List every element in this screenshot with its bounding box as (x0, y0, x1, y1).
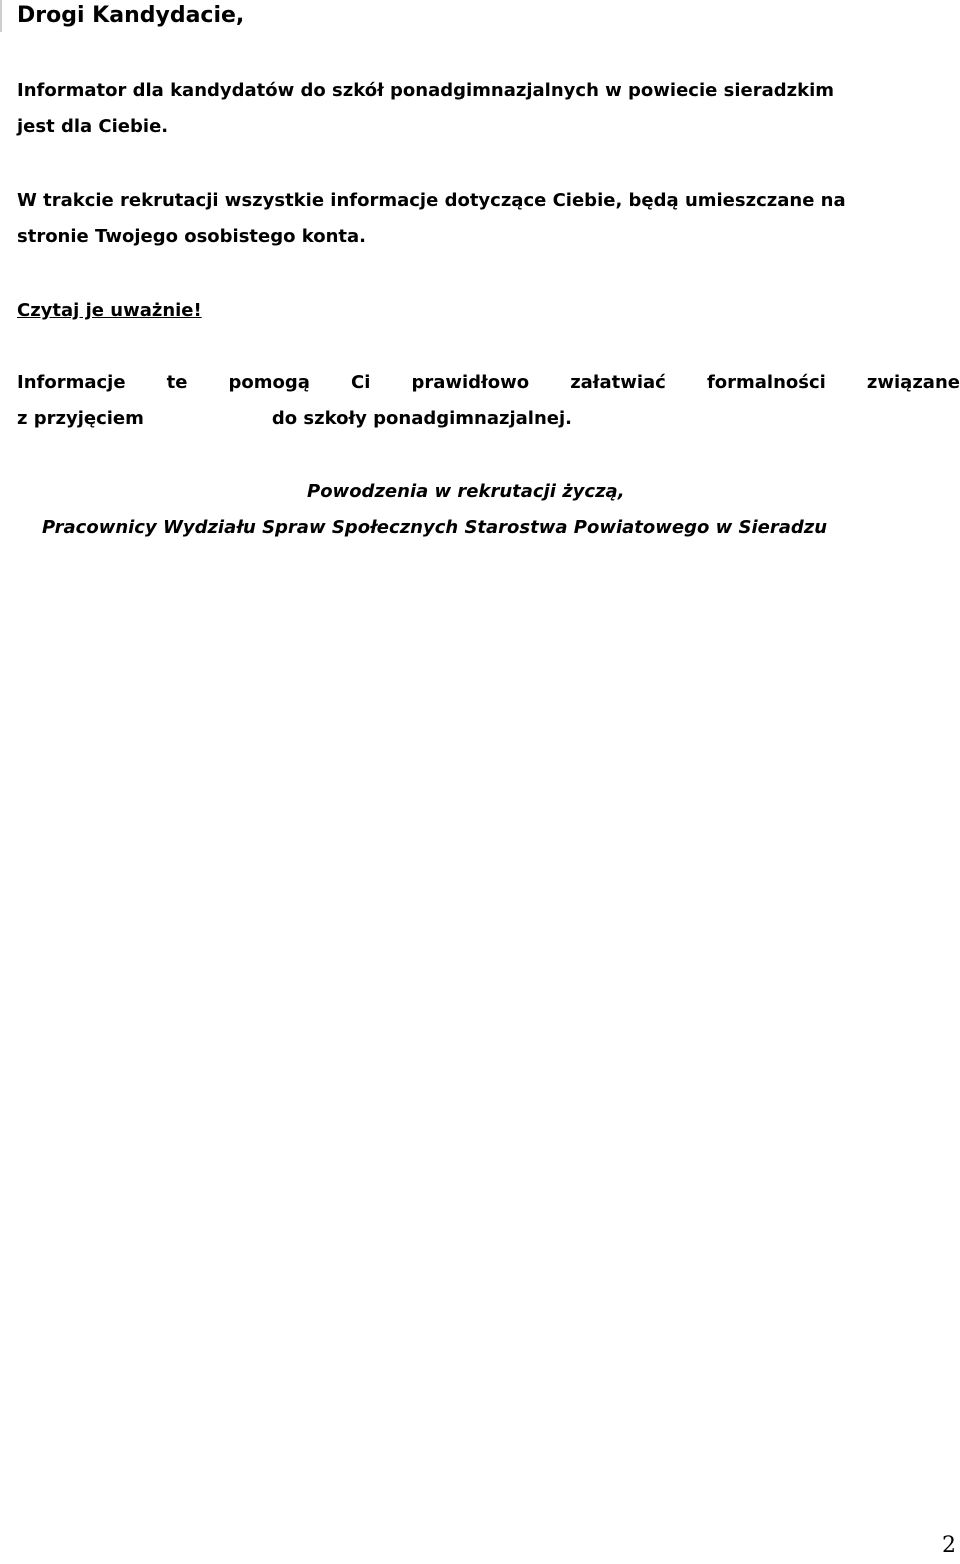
word: Informacje (17, 372, 126, 393)
paragraph-recruitment (17, 183, 960, 255)
word: Ci (351, 372, 371, 393)
closing-wish: Powodzenia w rekrutacji życzą, (307, 481, 625, 502)
word: związane (866, 372, 960, 393)
emphasis-line (17, 293, 960, 329)
word: pomogą (228, 372, 310, 393)
paragraph-recruitment-line-2: stronie Twojego osobistego konta. (17, 226, 367, 247)
line-2-part-1: z przyjęciem (17, 408, 144, 429)
word: te (166, 372, 188, 393)
word: załatwiać (570, 372, 666, 393)
word: prawidłowo (411, 372, 530, 393)
paragraph-recruitment-line-1: W trakcie rekrutacji wszystkie informacje dotyczące Ciebie, będą umieszczane na (17, 190, 846, 211)
paragraph-intro-line-2: jest dla Ciebie. (17, 116, 169, 137)
paragraph-intro (17, 73, 960, 145)
greeting-heading: Drogi Kandydacie, (17, 3, 245, 28)
paragraph-help-line-2 (17, 401, 960, 437)
page-edge-mark (0, 0, 2, 32)
line-2-part-2: do szkoły ponadgimnazjalnej. (271, 408, 573, 429)
page-number: 2 (942, 1533, 956, 1558)
paragraph-help-line-1 (17, 365, 960, 401)
paragraph-help (17, 365, 960, 437)
read-carefully-text: Czytaj je uważnie! (17, 300, 202, 321)
word: formalności (706, 372, 826, 393)
paragraph-intro-line-1: Informator dla kandydatów do szkół ponadgimnazjalnych w powiecie sieradzkim (17, 80, 834, 101)
closing-signature: Pracownicy Wydziału Spraw Społecznych Starostwa Powiatowego w Sieradzu (42, 517, 828, 538)
